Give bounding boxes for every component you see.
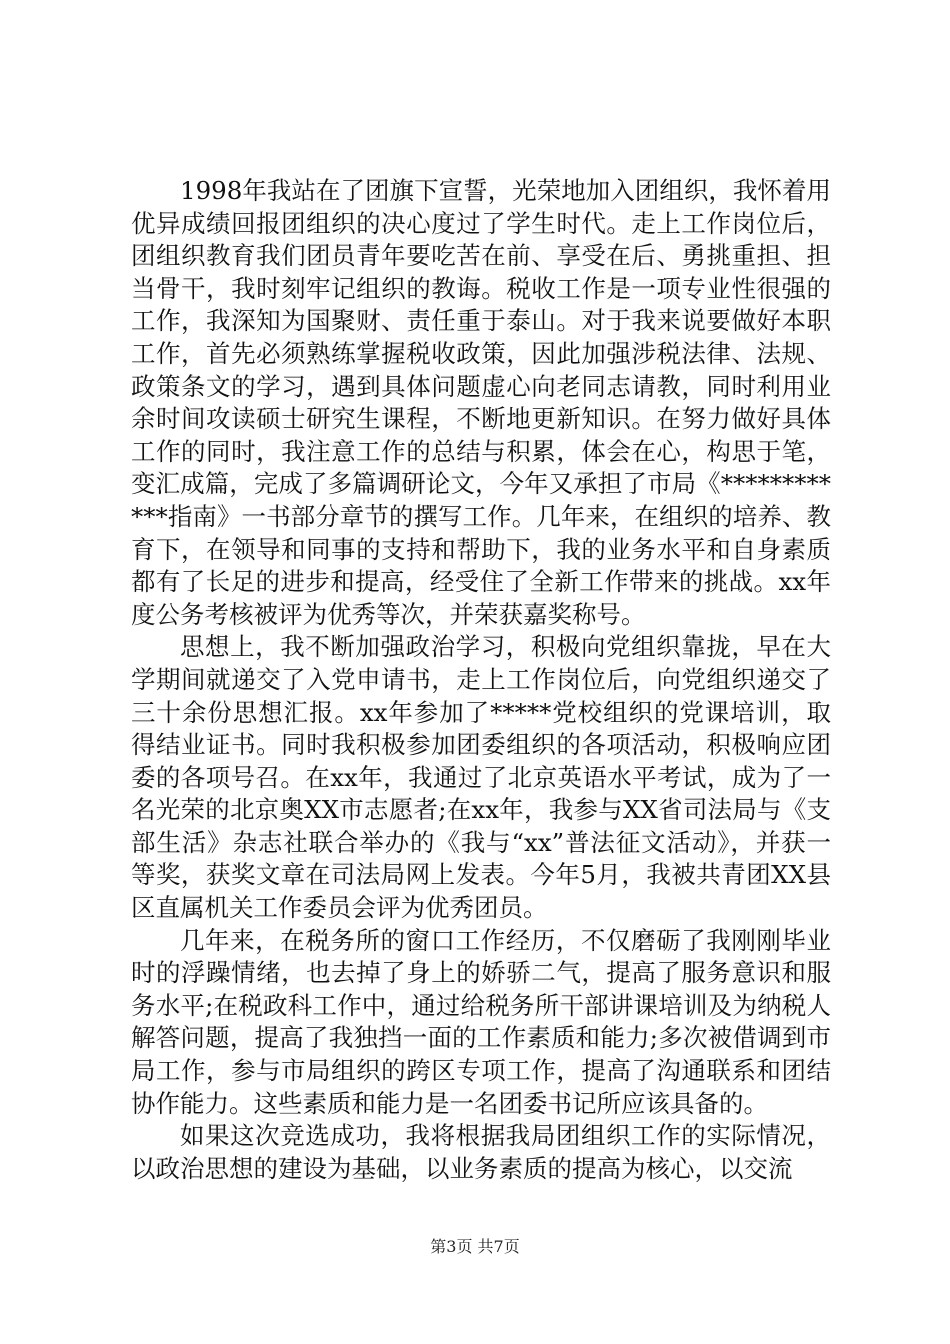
page-number-footer: 第3页 共7页 (430, 1237, 520, 1256)
paragraph-4: 如果这次竞选成功，我将根据我局团组织工作的实际情况，以政治思想的建设为基础，以业务素质的提高为核心，以交流 (131, 1121, 831, 1183)
paragraph-1: 1998年我站在了团旗下宣誓，光荣地加入团组织，我怀着用优异成绩回报团组织的决心度过了学生时代。走上工作岗位后，团组织教育我们团员青年要吃苦在前、享受在后、勇挑重担、担当骨干，我时刻牢记组织的教诲。税收工作是一项专业性很强的工作，我深知为国聚财、责任重于泰山。对于我来说要做好本职工作，首先必须熟练掌握税收政策，因此加强涉税法律、法规、政策条文的学习，遇到具体问题虚心向老同志请教，同时利用业余时间攻读硕士研究生课程，不断地更新知识。在努力做好具体工作的同时，我注意工作的总结与积累，体会在心，构思于笔，变汇成篇，完成了多篇调研论文，今年又承担了市局《************指南》一书部分章节的撰写工作。几年来，在组织的培养、教育下，在领导和同事的支持和帮助下，我的业务水平和自身素质都有了长足的进步和提高，经受住了全新工作带来的挑战。xx年度公务考核被评为优秀等次，并荣获嘉奖称号。 (131, 176, 831, 629)
paragraph-2: 思想上，我不断加强政治学习，积极向党组织靠拢，早在大学期间就递交了入党申请书，走上工作岗位后，向党组织递交了三十余份思想汇报。xx年参加了*****党校组织的党课培训，取得结业证书。同时我积极参加团委组织的各项活动，积极响应团委的各项号召。在xx年，我通过了北京英语水平考试，成为了一名光荣的北京奥XX市志愿者;在xx年，我参与XX省司法局与《支部生活》杂志社联合举办的《我与“xx”普法征文活动》，并获一等奖，获奖文章在司法局网上发表。今年5月，我被共青团XX县区直属机关工作委员会评为优秀团员。 (131, 632, 831, 923)
document-body (131, 175, 831, 1185)
paragraph-3: 几年来，在税务所的窗口工作经历，不仅磨砺了我刚刚毕业时的浮躁情绪，也去掉了身上的娇骄二气，提高了服务意识和服务水平;在税政科工作中，通过给税务所干部讲课培训及为纳税人解答问题，提高了我独挡一面的工作素质和能力;多次被借调到市局工作，参与市局组织的跨区专项工作，提高了沟通联系和团结协作能力。这些素质和能力是一名团委书记所应该具备的。 (131, 925, 831, 1118)
